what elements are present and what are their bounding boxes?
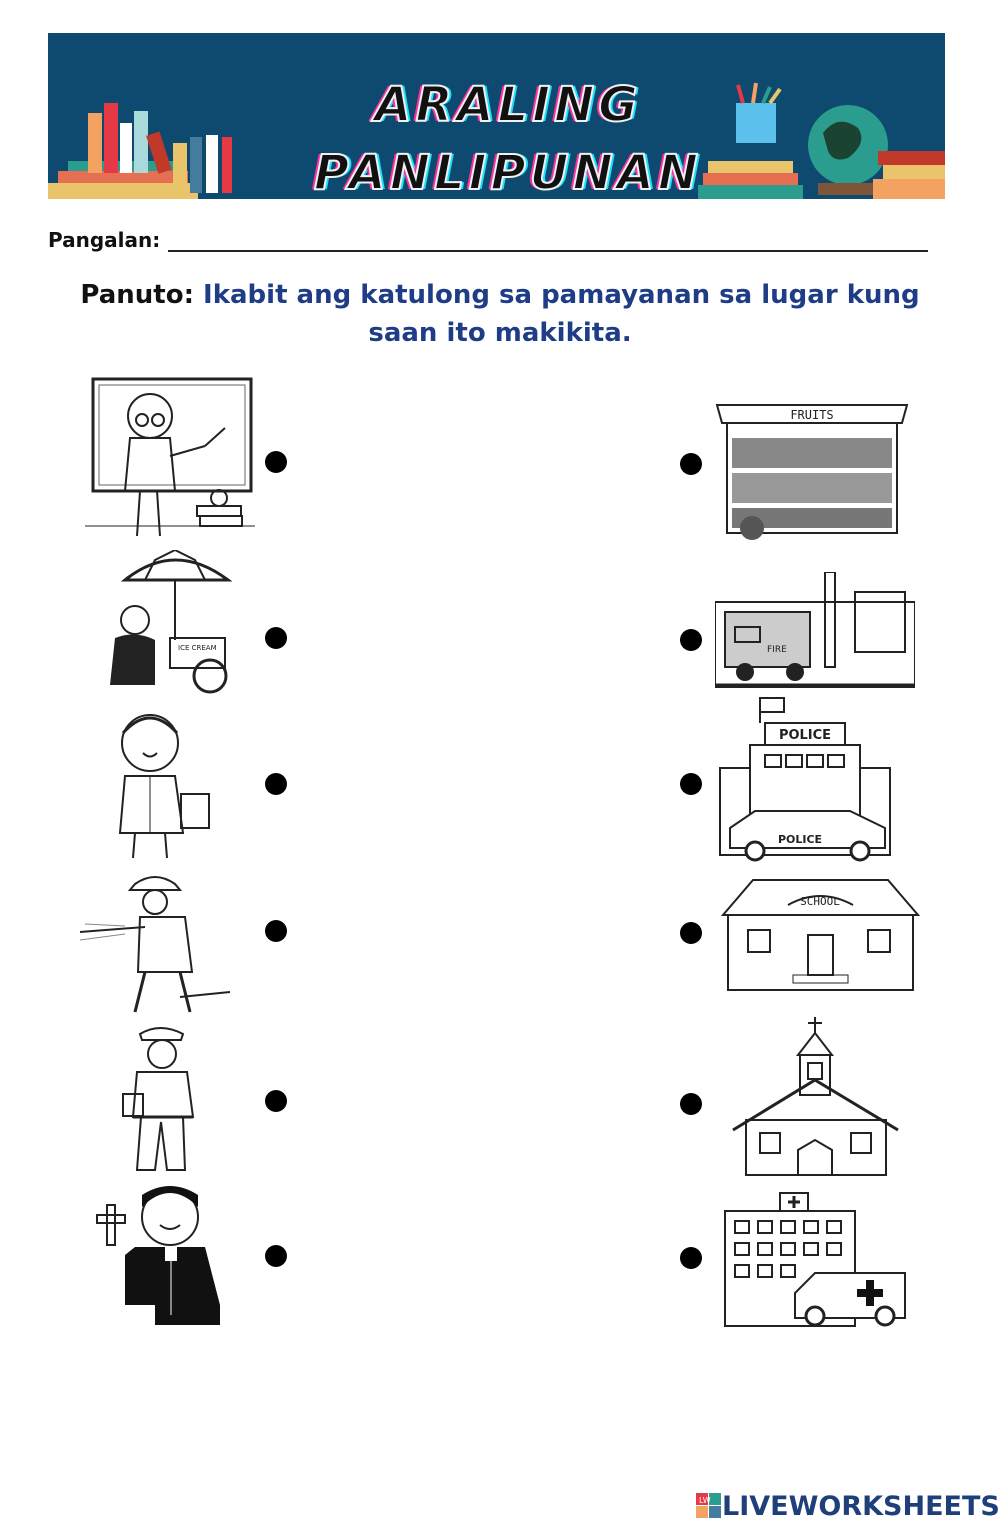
- place-dot-5[interactable]: [680, 1093, 702, 1115]
- doctor-icon: [105, 708, 225, 863]
- fire-truck-text: FIRE: [767, 645, 787, 655]
- police-officer-icon: [115, 1022, 215, 1180]
- police-station-icon: [710, 693, 900, 863]
- place-dot-1[interactable]: [680, 453, 702, 475]
- banner-title-line1: ARALING: [374, 77, 642, 133]
- logo-text: LIVEWORKSHEETS: [722, 1490, 1000, 1522]
- place-dot-2[interactable]: [680, 629, 702, 651]
- police-sign: POLICE: [778, 728, 832, 743]
- name-field[interactable]: [168, 230, 928, 252]
- vendor-cart-text: ICE CREAM: [178, 644, 217, 652]
- priest-icon: [95, 1185, 230, 1330]
- helper-dot-5[interactable]: [265, 1090, 287, 1112]
- logo-badge-text: LW: [699, 1496, 711, 1505]
- firefighter-icon: [80, 872, 235, 1022]
- vendor-icon: [100, 550, 240, 698]
- instruction-label: Panuto:: [80, 280, 194, 310]
- school-sign: SCHOOL: [800, 895, 840, 908]
- helper-dot-4[interactable]: [265, 920, 287, 942]
- police-car-text: POLICE: [777, 833, 823, 846]
- school-icon: [718, 875, 923, 993]
- hospital-icon: [720, 1188, 915, 1330]
- place-dot-4[interactable]: [680, 922, 702, 944]
- instruction: [80, 276, 920, 352]
- church-icon: [728, 1015, 903, 1180]
- place-dot-6[interactable]: [680, 1247, 702, 1269]
- banner: [48, 33, 945, 199]
- name-label: Pangalan:: [48, 228, 161, 252]
- liveworksheets-logo-icon: [696, 1493, 722, 1519]
- instruction-text: Ikabit ang katulong sa pamayanan sa lugar kung saan ito makikita.: [203, 280, 920, 348]
- fire-station-icon: [715, 572, 915, 690]
- fruit-market-icon: [712, 393, 912, 545]
- banner-title-line2: PANLIPUNAN: [313, 145, 703, 199]
- market-sign: FRUITS: [790, 408, 834, 422]
- liveworksheets-logo: [696, 1490, 1000, 1522]
- helper-dot-3[interactable]: [265, 773, 287, 795]
- helper-dot-6[interactable]: [265, 1245, 287, 1267]
- helper-dot-1[interactable]: [265, 451, 287, 473]
- helper-dot-2[interactable]: [265, 627, 287, 649]
- place-dot-3[interactable]: [680, 773, 702, 795]
- name-row: [48, 228, 928, 252]
- teacher-icon: [85, 376, 255, 546]
